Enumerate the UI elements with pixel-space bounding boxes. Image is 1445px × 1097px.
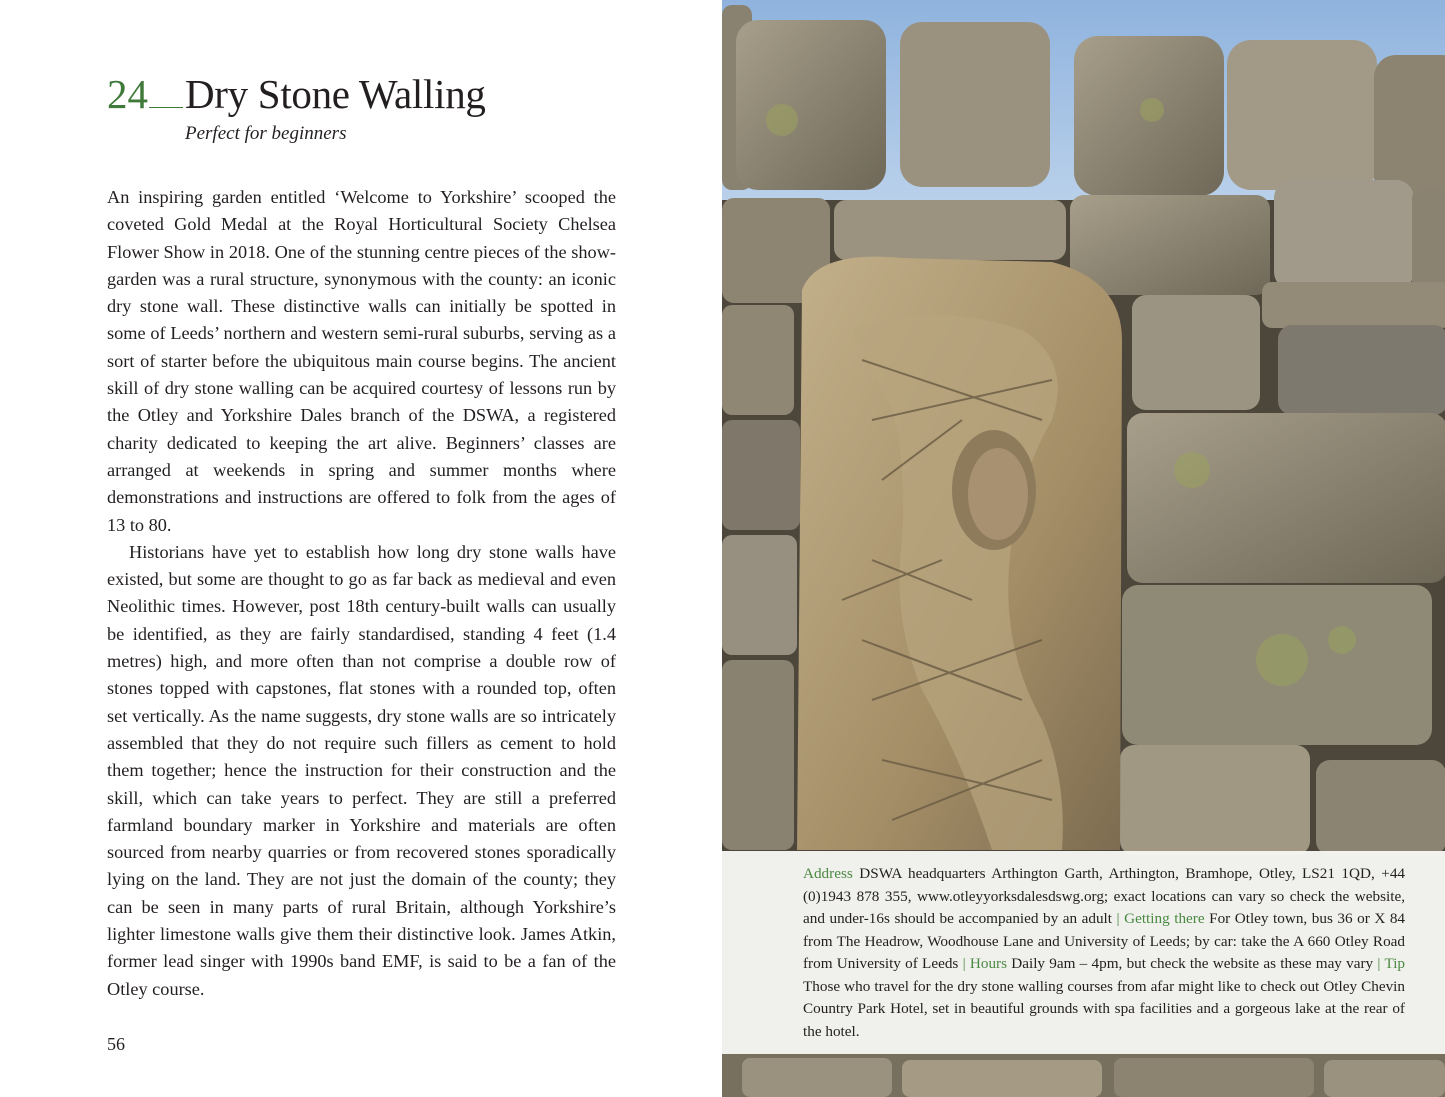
chapter-number: 24 [107,71,148,117]
left-page [0,0,722,1097]
getting-there-label: | Getting there [1116,910,1205,927]
address-text: DSWA headquarters Arthington Garth, Arthington, Bramhope, Otley, LS21 1QD, +44 (0)1943 878 355, www.otleyyorksdalesdswg.org; exact locations can vary so check the website, and under-16s should be accompanied by an adult [803,865,1406,927]
chapter-subtitle: Perfect for beginners [185,123,347,144]
chapter-title: Dry Stone Walling [185,71,486,117]
tip-text: Those who travel for the dry stone walling courses from afar might like to check out Otley Chevin Country Park Hotel, set in beautiful grounds with spa facilities and a gorgeous lake at the rear of the hotel. [803,977,1405,1040]
getting-there-text: For Otley town, bus 36 or X 84 from The Headrow, Woodhouse Lane and University of Leeds; by car: take the A 660 Otley Road from University of Leeds [803,910,1406,972]
right-page [722,0,1445,1097]
hours-text: Daily 9am – 4pm, but check the website as these may vary [1011,955,1374,972]
paragraph-2: Historians have yet to establish how long dry stone walls have existed, but some are thought to go as far back as medieval and even Neolithic times. However, post 18th century-built walls can usually be identified, as they are fairly standardised, standing 4 feet (1.4 metres) high, and more often than not comprise a double row of stones topped with capstones, flat stones with a rounded top, often set vertically. As the name suggests, dry stone walls are so intricately assembled that they do not require such fillers as cement to hold them together; hence the instruction for their construction and the skill, which can take years to perfect. They are still a preferred farmland boundary marker in Yorkshire and materials are often sourced from nearby quarries or from recovered stones sporadically lying on the land. They are not just the domain of the county; they can be seen in many parts of rural Britain, although Yorkshire’s lighter limestone walls give them their distinctive look. James Atkin, former lead singer with 1990s band EMF, is said to be a fan of the Otley course. [107,541,616,999]
info-text [803,863,1405,1043]
hours-label: | Hours [962,955,1008,972]
heading-rule [149,107,183,108]
body-text [107,184,616,1003]
info-box [722,851,1445,1054]
page-number: 56 [107,1034,125,1054]
address-label: Address [803,865,853,882]
chapter-heading [107,71,486,117]
paragraph-1: An inspiring garden entitled ‘Welcome to Yorkshire’ scooped the coveted Gold Medal at the Royal Horticultural Society Chelsea Flower Show in 2018. One of the stunning centre pieces of the show-garden was a rural structure, synonymous with the county: an iconic dry stone wall. These distinctive walls can initially be spotted in some of Leeds’ northern and western semi-rural suburbs, serving as a sort of starter before the ubiquitous main course begins. The ancient skill of dry stone walling can be acquired courtesy of lessons run by the Otley and Yorkshire Dales branch of the DSWA, a registered charity dedicated to keeping the art alive. Beginners’ classes are arranged at weekends in spring and summer months where demonstrations and instructions are offered to folk from the ages of 13 to 80. [107,187,616,535]
tip-label: | Tip [1377,955,1406,972]
